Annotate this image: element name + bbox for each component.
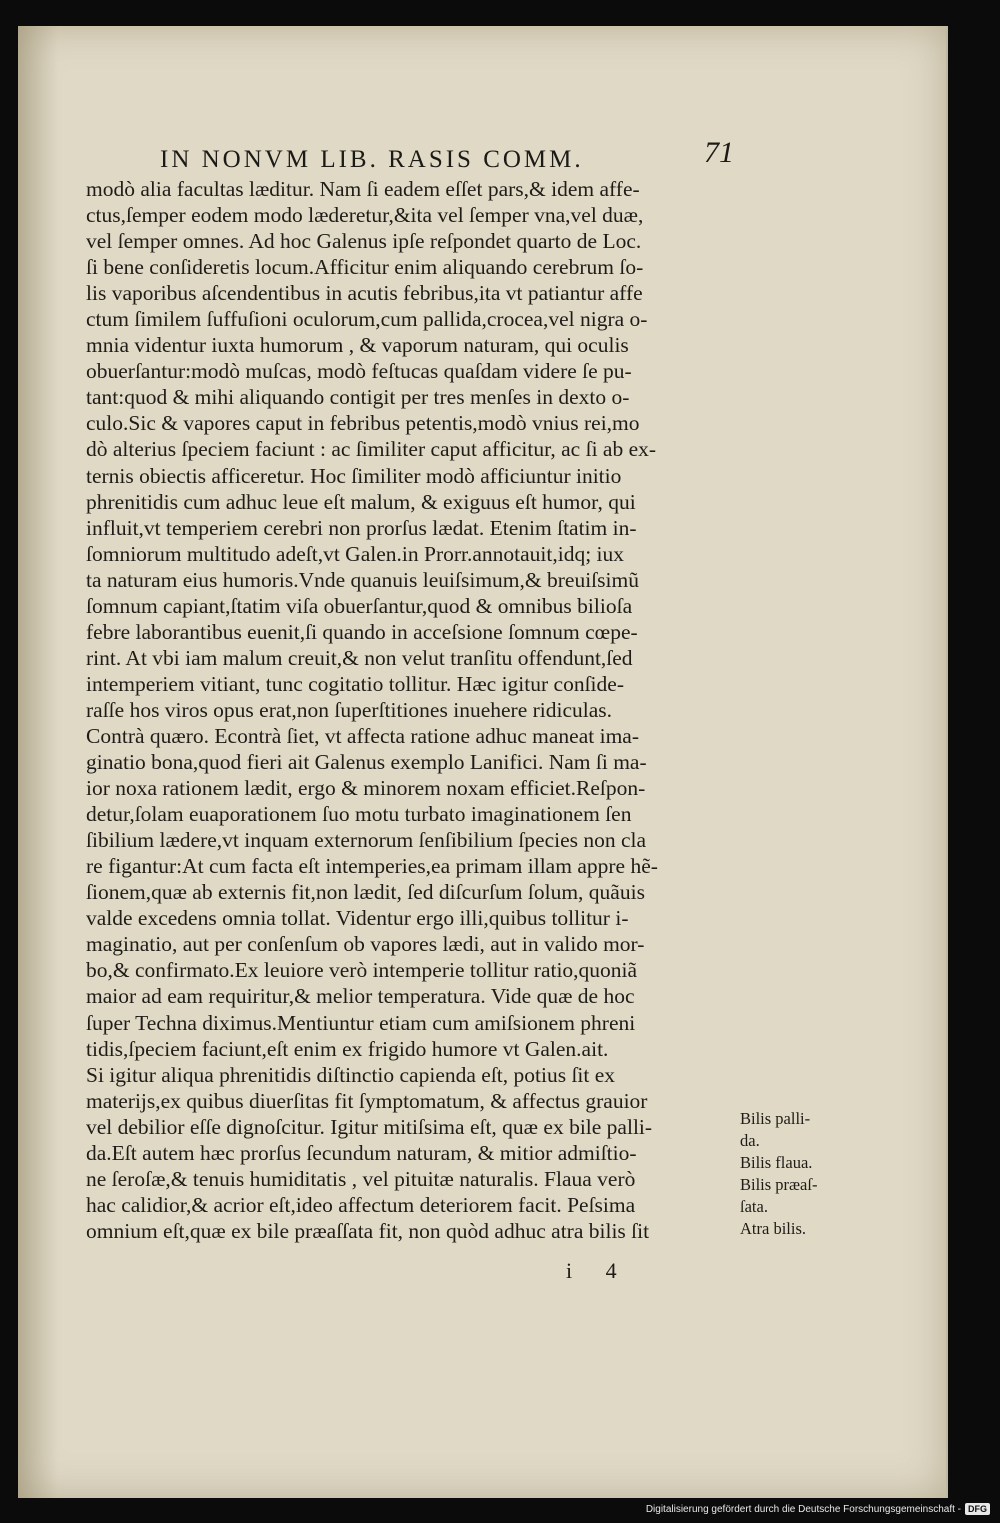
text-line: raſſe hos viros opus erat,non ſuperſtitiones inuehere ridiculas. bbox=[86, 697, 613, 722]
text-line: culo.Sic & vapores caput in febribus petentis,modò vnius rei,mo bbox=[86, 411, 640, 436]
text-line: phrenitidis cum adhuc leue eſt malum, & exiguus eſt humor, qui bbox=[86, 489, 636, 514]
text-line: ſomnum capiant,ſtatim viſa obuerſantur,quod & omnibus bilioſa bbox=[86, 593, 633, 618]
text-line: intemperiem vitiant, tunc cogitatio tollitur. Hæc igitur conſide- bbox=[86, 671, 624, 696]
text-line: Si igitur aliqua phrenitidis diſtinctio capienda eſt, potius ſit ex bbox=[86, 1062, 616, 1087]
running-header: IN NONVM LIB. RASIS COMM. bbox=[160, 146, 584, 173]
text-line: vel ſemper omnes. Ad hoc Galenus ipſe reſpondet quarto de Loc. bbox=[86, 229, 642, 254]
text-line: ctum ſimilem ſuffuſioni oculorum,cum pallida,crocea,vel nigra o- bbox=[86, 307, 648, 332]
margin-note: Atra bilis. bbox=[740, 1219, 806, 1238]
text-line: ſuper Techna diximus.Mentiuntur etiam cum amiſsionem phreni bbox=[86, 1010, 636, 1035]
text-line: omnium eſt,quæ ex bile præaſſata fit, non quòd adhuc atra bilis ſit bbox=[86, 1218, 650, 1243]
text-line: rint. At vbi iam malum creuit,& non velut tranſitu offendunt,ſed bbox=[86, 645, 633, 670]
book-page bbox=[18, 26, 948, 1498]
text-line: tant:quod & mihi aliquando contigit per tres menſes in dexto o- bbox=[86, 385, 630, 410]
text-line: detur,ſolam euaporationem ſuo motu turbato imaginationem ſen bbox=[86, 802, 632, 827]
margin-note: da. bbox=[740, 1131, 760, 1150]
text-line: ne ſeroſæ,& tenuis humiditatis , vel pituitæ naturalis. Flaua verò bbox=[86, 1166, 636, 1191]
text-line: lis vaporibus aſcendentibus in acutis febribus,ita vt patiantur affe bbox=[86, 281, 643, 306]
text-line: ſomniorum multitudo adeſt,vt Galen.in Prorr.annotauit,idq; iux bbox=[86, 541, 625, 566]
text-line: ſibilium lædere,vt inquam externorum ſenſibilium ſpecies non cla bbox=[86, 828, 647, 853]
text-line: ior noxa rationem lædit, ergo & minorem noxam efficiet.Reſpon- bbox=[86, 776, 646, 801]
text-line: ſi bene conſideretis locum.Afficitur enim aliquando cerebrum ſo- bbox=[86, 255, 644, 280]
text-line: maior ad eam requiritur,& melior temperatura. Vide quæ de hoc bbox=[86, 984, 635, 1009]
text-line: ginatio bona,quod fieri ait Galenus exemplo Lanifici. Nam ſi ma- bbox=[86, 750, 647, 775]
signature-mark: i 4 bbox=[566, 1258, 631, 1283]
text-line: ſionem,quæ ab externis fit,non lædit, ſed diſcurſum ſolum, quãuis bbox=[86, 880, 645, 905]
text-line: modò alia facultas læditur. Nam ſi eadem eſſet pars,& idem affe- bbox=[86, 177, 640, 201]
text-line: ta naturam eius humoris.Vnde quanuis leuiſsimum,& breuiſsimũ bbox=[86, 567, 639, 592]
text-line: re figantur:At cum facta eſt intemperies,ea primam illam appre hẽ- bbox=[86, 854, 658, 879]
margin-note: Bilis flaua. bbox=[740, 1153, 813, 1172]
text-line: febre laborantibus euenit,ſi quando in acceſsione ſomnum cœpe- bbox=[86, 619, 638, 644]
text-line: mnia videntur iuxta humorum , & vaporum naturam, qui oculis bbox=[86, 333, 629, 358]
page-number: 71 bbox=[704, 136, 734, 169]
margin-notes bbox=[740, 1108, 850, 1240]
dfg-logo-icon: DFG bbox=[965, 1503, 990, 1515]
text-line: Contrà quæro. Econtrà ſiet, vt affecta ratione adhuc maneat ima- bbox=[86, 723, 640, 748]
text-line: ctus,ſemper eodem modo læderetur,&ita vel ſemper vna,vel duæ, bbox=[86, 203, 644, 228]
text-line: bo,& confirmato.Ex leuiore verò intemperie tollitur ratio,quoniã bbox=[86, 958, 638, 983]
text-line: ternis obiectis afficeretur. Hoc ſimiliter modò afficiuntur initio bbox=[86, 463, 622, 488]
footer-credit-text: Digitalisierung gefördert durch die Deutsche Forschungsgemeinschaft - bbox=[645, 1503, 961, 1515]
text-line: dò alterius ſpeciem faciunt : ac ſimiliter caput afficitur, ac ſi ab ex- bbox=[86, 437, 657, 462]
text-line: hac calidior,& acrior eſt,ideo affectum deteriorem facit. Peſsima bbox=[86, 1192, 636, 1217]
body-text bbox=[86, 176, 736, 1244]
text-line: tidis,ſpeciem faciunt,eſt enim ex frigido humore vt Galen.ait. bbox=[86, 1036, 609, 1061]
text-line: obuerſantur:modò muſcas, modò feſtucas quaſdam videre ſe pu- bbox=[86, 359, 632, 384]
text-line: vel debilior eſſe dignoſcitur. Igitur mitiſsima eſt, quæ ex bile palli- bbox=[86, 1114, 653, 1139]
text-line: influit,vt temperiem cerebri non prorſus lædat. Etenim ſtatim in- bbox=[86, 515, 637, 540]
text-line: materijs,ex quibus diuerſitas fit ſymptomatum, & affectus grauior bbox=[86, 1088, 648, 1113]
margin-note: Bilis præaſ- bbox=[740, 1175, 818, 1194]
margin-note: Bilis palli- bbox=[740, 1109, 811, 1128]
text-line: valde excedens omnia tollat. Videntur ergo illi,quibus tollitur i- bbox=[86, 906, 629, 931]
margin-note: ſata. bbox=[740, 1197, 768, 1216]
text-line: da.Eſt autem hæc prorſus ſecundum naturam, & mitior admiſtio- bbox=[86, 1140, 637, 1165]
text-line: maginatio, aut per conſenſum ob vapores lædi, aut in valido mor- bbox=[86, 932, 645, 957]
footer-credit bbox=[646, 1501, 990, 1517]
